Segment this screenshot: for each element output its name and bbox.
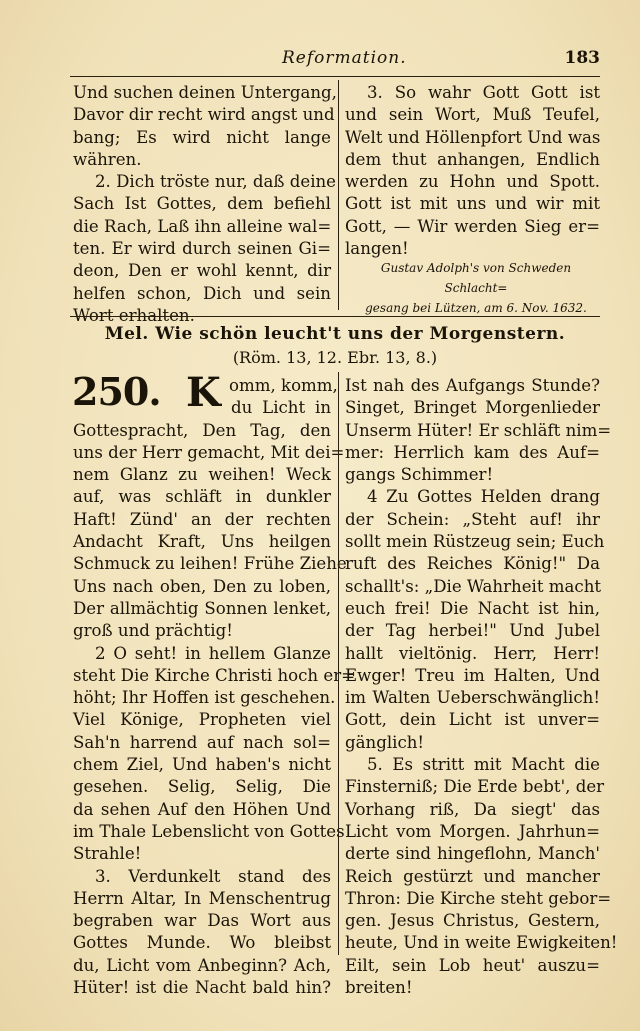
text-line: Gott, dein Licht ist unver=	[345, 710, 600, 730]
text-line: Strahle!	[73, 844, 142, 864]
text-line: Und suchen deinen Untergang,	[73, 83, 337, 102]
text-line: groß und prächtig!	[73, 621, 233, 641]
text-line: bang; Es wird nicht lange	[73, 127, 331, 147]
text-line: Eilt, sein Lob heut' auszu=	[345, 955, 600, 975]
header-rule	[70, 76, 600, 77]
column-divider	[338, 80, 339, 310]
text-line: Der allmächtig Sonnen lenket,	[73, 598, 331, 618]
text-line: 4 Zu Gottes Helden drang	[367, 487, 600, 507]
text-line: gen. Jesus Christus, Gestern,	[345, 911, 600, 931]
text-line: euch frei! Die Nacht ist hin,	[345, 598, 600, 618]
text-line: der Schein: „Steht auf! ihr	[345, 509, 600, 529]
text-line: Sah'n harrend auf nach sol=	[73, 732, 331, 752]
page-number: 183	[564, 48, 600, 68]
page-header	[70, 46, 600, 74]
text-line: Gottes Munde. Wo bleibst	[73, 933, 331, 953]
text-line: Welt und Höllenpfort Und was	[345, 127, 601, 147]
text-line: 2 O seht! in hellem Glanze	[95, 643, 331, 663]
text-line: da sehen Auf den Höhen Und	[73, 799, 331, 819]
text-line: werden zu Hohn und Spott.	[345, 172, 600, 192]
text-line: Gott, — Wir werden Sieg er=	[345, 216, 600, 236]
attribution-line: gesang bei Lützen, am 6. Nov. 1632.	[365, 301, 587, 315]
attribution-line: Gustav Adolph's von Schweden Schlacht=	[380, 261, 572, 295]
text-line: gesehen. Selig, Selig, Die	[73, 777, 331, 797]
text-line: Ewger! Treu im Halten, Und	[345, 665, 600, 685]
text-line: Schmuck zu leihen! Frühe Ziehe	[73, 554, 347, 574]
text-line: Uns nach oben, Den zu loben,	[73, 576, 331, 596]
text-line: breiten!	[345, 978, 413, 998]
text-line: im Walten Ueberschwänglich!	[345, 688, 600, 708]
text-line: ruft des Reiches König!" Da	[345, 554, 600, 574]
text-line: uns der Herr gemacht, Mit dei=	[73, 442, 345, 462]
text-line: Gottespracht, Den Tag, den	[73, 420, 331, 440]
text-line: Gott ist mit uns und wir mit	[345, 194, 600, 214]
text-line: 5. Es stritt mit Macht die	[367, 755, 600, 775]
text-line: Herrn Altar, In Menschentrug	[73, 888, 331, 908]
hymn-left-column	[73, 375, 356, 999]
melody-heading: Mel. Wie schön leucht't uns der Morgenstern.	[104, 324, 566, 344]
text-line: gänglich!	[345, 732, 425, 752]
text-line: nem Glanz zu weihen! Weck	[73, 465, 331, 485]
text-line: mer: Herrlich kam des Auf=	[345, 442, 600, 462]
text-line: ten. Er wird durch seinen Gi=	[73, 239, 331, 259]
text-line: Hüter! ist die Nacht bald hin?	[73, 978, 331, 998]
text-line: Licht vom Morgen. Jahrhun=	[345, 821, 600, 841]
text-line: und sein Wort, Muß Teufel,	[345, 105, 600, 125]
text-line: deon, Den er wohl kennt, dir	[73, 261, 331, 281]
text-line: Reich gestürzt und mancher	[345, 866, 600, 886]
column-divider	[338, 372, 339, 955]
text-line: Singet, Bringet Morgenlieder	[345, 398, 600, 418]
text-line: der Tag herbei!" Und Jubel	[345, 621, 600, 641]
text-line: steht Die Kirche Christi hoch er=	[73, 665, 356, 685]
text-line: langen!	[345, 239, 409, 259]
text-line: Vorhang riß, Da siegt' das	[345, 799, 600, 819]
text-line: Ist nah des Aufgangs Stunde?	[345, 376, 600, 395]
text-line: 2. Dich tröste nur, daß deine	[95, 172, 337, 192]
text-line: Viel Könige, Propheten viel	[73, 710, 331, 730]
scripture-references: (Röm. 13, 12. Ebr. 13, 8.)	[232, 348, 438, 367]
text-line: schallt's: „Die Wahrheit macht	[345, 576, 602, 596]
running-title: Reformation.	[282, 48, 407, 68]
text-line: gangs Schimmer!	[345, 465, 494, 485]
text-line: im Thale Lebenslicht von Gottes	[73, 821, 345, 841]
text-line: begraben war Das Wort aus	[73, 911, 331, 931]
text-line: auf, was schläft in dunkler	[73, 487, 331, 507]
hymn-right-column	[345, 375, 618, 999]
text-line: Thron: Die Kirche steht gebor=	[345, 888, 612, 908]
text-line: Davor dir recht wird angst und	[73, 105, 335, 125]
text-line: omm, komm,	[229, 376, 338, 395]
text-line: dem thut anhangen, Endlich	[345, 149, 600, 169]
text-line: helfen schon, Dich und sein	[73, 283, 331, 303]
text-line: die Rach, Laß ihn alleine wal=	[73, 216, 332, 236]
text-line: Andacht Kraft, Uns heilgen	[73, 532, 331, 552]
text-line: währen.	[73, 149, 142, 169]
text-line: du Licht in	[231, 398, 331, 418]
text-line: derte sind hingeflohn, Manch'	[345, 844, 600, 864]
text-line: Finsterniß; Die Erde bebt', der	[345, 777, 605, 797]
text-line: hallt vieltönig. Herr, Herr!	[345, 643, 600, 663]
text-line: Sach Ist Gottes, dem befiehl	[73, 194, 331, 214]
text-line: Haft! Zünd' an der rechten	[73, 509, 331, 529]
text-line: chem Ziel, Und haben's nicht	[73, 755, 331, 775]
text-line: Wort erhalten.	[73, 305, 195, 325]
drop-cap-letter: K	[186, 369, 221, 416]
text-line: du, Licht vom Anbeginn? Ach,	[73, 955, 331, 975]
hymn-number: 250.	[72, 369, 161, 414]
text-line: 3. So wahr Gott Gott ist	[367, 83, 600, 102]
text-line: höht; Ihr Hoffen ist geschehen.	[73, 688, 336, 708]
previous-hymn-right-column	[345, 82, 600, 260]
text-line: 3. Verdunkelt stand des	[95, 866, 331, 886]
text-line: Unserm Hüter! Er schläft nim=	[345, 420, 612, 440]
text-line: heute, Und in weite Ewigkeiten!	[345, 933, 618, 953]
text-line: sollt mein Rüstzeug sein; Euch	[345, 532, 605, 552]
hymn-attribution	[352, 258, 600, 318]
previous-hymn-left-column	[73, 82, 337, 327]
section-rule	[70, 316, 600, 317]
